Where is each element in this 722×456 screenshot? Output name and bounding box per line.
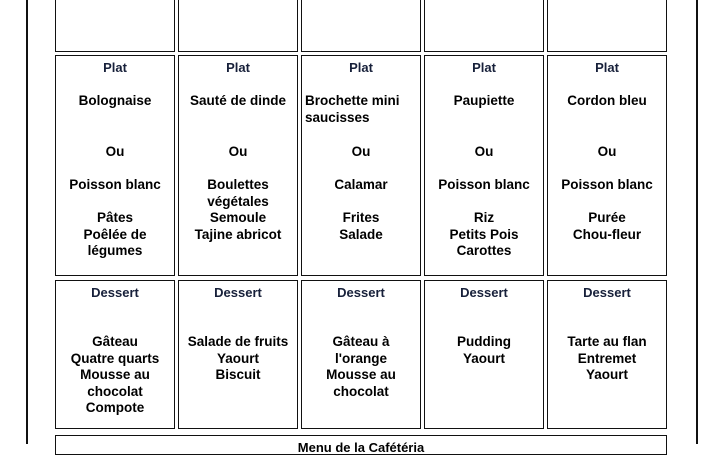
footer-box <box>55 435 667 455</box>
alternative-dish <box>550 177 664 194</box>
side-dishes <box>181 210 295 243</box>
side-dishes-line: Poêlée de <box>83 226 147 242</box>
plat-cell <box>301 55 421 276</box>
main-dish-line: Brochette mini <box>305 93 400 108</box>
main-dish-line: Bolognaise <box>78 93 152 108</box>
alternative-dish <box>181 177 295 210</box>
alternative-dish-line: Poisson blanc <box>438 177 530 192</box>
side-dishes-line: Salade <box>339 226 383 242</box>
alternative-dish-line: Poisson blanc <box>69 177 161 192</box>
main-dish <box>181 93 295 110</box>
dessert-item: Gâteau à <box>332 334 390 349</box>
side-dishes-line: Riz <box>473 210 495 225</box>
side-dishes <box>304 210 418 243</box>
side-dishes <box>427 210 541 260</box>
dessert-list <box>550 334 664 384</box>
plat-header: Plat <box>103 60 127 75</box>
or-label: Ou <box>597 144 617 159</box>
top-cell <box>424 0 544 52</box>
side-dishes-line: Chou-fleur <box>572 226 642 242</box>
side-dishes-line: Tajine abricot <box>194 226 282 242</box>
main-dish-line: Paupiette <box>453 93 515 108</box>
dessert-header: Dessert <box>214 285 262 300</box>
dessert-item: chocolat <box>333 383 389 399</box>
or-label: Ou <box>228 144 248 159</box>
alternative-dish-line: Poisson blanc <box>561 177 653 192</box>
main-dish-line: Cordon bleu <box>567 93 647 108</box>
dessert-item: Quatre quarts <box>70 350 160 366</box>
dessert-header: Dessert <box>337 285 385 300</box>
plat-cell <box>424 55 544 276</box>
plat-header: Plat <box>349 60 373 75</box>
dessert-header: Dessert <box>583 285 631 300</box>
plat-header: Plat <box>226 60 250 75</box>
side-dishes-line: Carottes <box>456 243 512 258</box>
dessert-cell <box>55 280 175 429</box>
main-dish <box>427 93 541 110</box>
side-dishes <box>58 210 172 260</box>
plat-header: Plat <box>595 60 619 75</box>
dessert-row <box>55 280 667 429</box>
dessert-item: Mousse au <box>80 367 150 382</box>
dessert-item: Salade de fruits <box>187 334 289 349</box>
dessert-cell <box>178 280 298 429</box>
alternative-dish <box>427 177 541 194</box>
top-cell <box>301 0 421 52</box>
side-dishes-line: légumes <box>87 243 143 258</box>
alternative-dish-line: Calamar <box>334 177 388 192</box>
dessert-list <box>58 334 172 417</box>
main-dish-line: Sauté de dinde <box>189 93 287 108</box>
side-dishes-line: Pâtes <box>96 210 134 225</box>
dessert-item: l'orange <box>335 350 387 366</box>
dessert-item: Yaourt <box>462 350 505 366</box>
dessert-list <box>427 334 541 367</box>
dessert-item: Yaourt <box>585 367 628 382</box>
alternative-dish <box>304 177 418 194</box>
alternative-dish-line: Boulettes <box>207 177 269 192</box>
dessert-item: Biscuit <box>215 367 261 382</box>
dessert-list <box>181 334 295 384</box>
dessert-header: Dessert <box>460 285 508 300</box>
dessert-cell <box>424 280 544 429</box>
side-dishes-line: Frites <box>342 210 380 225</box>
main-dish-line: saucisses <box>305 109 370 125</box>
dessert-cell <box>301 280 421 429</box>
side-dishes <box>550 210 664 243</box>
plat-header: Plat <box>472 60 496 75</box>
plat-cell <box>55 55 175 276</box>
side-dishes-line: Purée <box>588 210 626 225</box>
dessert-list <box>304 334 418 400</box>
or-label: Ou <box>351 144 371 159</box>
dessert-item: Entremet <box>577 350 637 366</box>
dessert-item: chocolat <box>87 383 143 399</box>
top-cell <box>547 0 667 52</box>
main-dish <box>58 93 172 110</box>
dessert-item: Compote <box>85 400 145 415</box>
side-dishes-line: Semoule <box>209 210 267 225</box>
top-row <box>55 0 667 52</box>
alternative-dish <box>58 177 172 194</box>
alternative-dish-line: végétales <box>207 193 269 209</box>
main-dish <box>304 93 418 126</box>
side-dishes-line: Petits Pois <box>449 226 519 242</box>
or-label: Ou <box>105 144 125 159</box>
plat-row <box>55 55 667 276</box>
dessert-item: Gâteau <box>92 334 138 349</box>
dessert-item: Tarte au flan <box>567 334 647 349</box>
dessert-header: Dessert <box>91 285 139 300</box>
main-dish <box>550 93 664 110</box>
plat-cell <box>178 55 298 276</box>
dessert-item: Mousse au <box>326 367 396 382</box>
top-cell <box>178 0 298 52</box>
footer-text: Menu de la Cafétéria <box>297 440 425 455</box>
top-cell <box>55 0 175 52</box>
dessert-cell <box>547 280 667 429</box>
dessert-item: Pudding <box>457 334 511 349</box>
plat-cell <box>547 55 667 276</box>
or-label: Ou <box>474 144 494 159</box>
dessert-item: Yaourt <box>216 350 259 366</box>
